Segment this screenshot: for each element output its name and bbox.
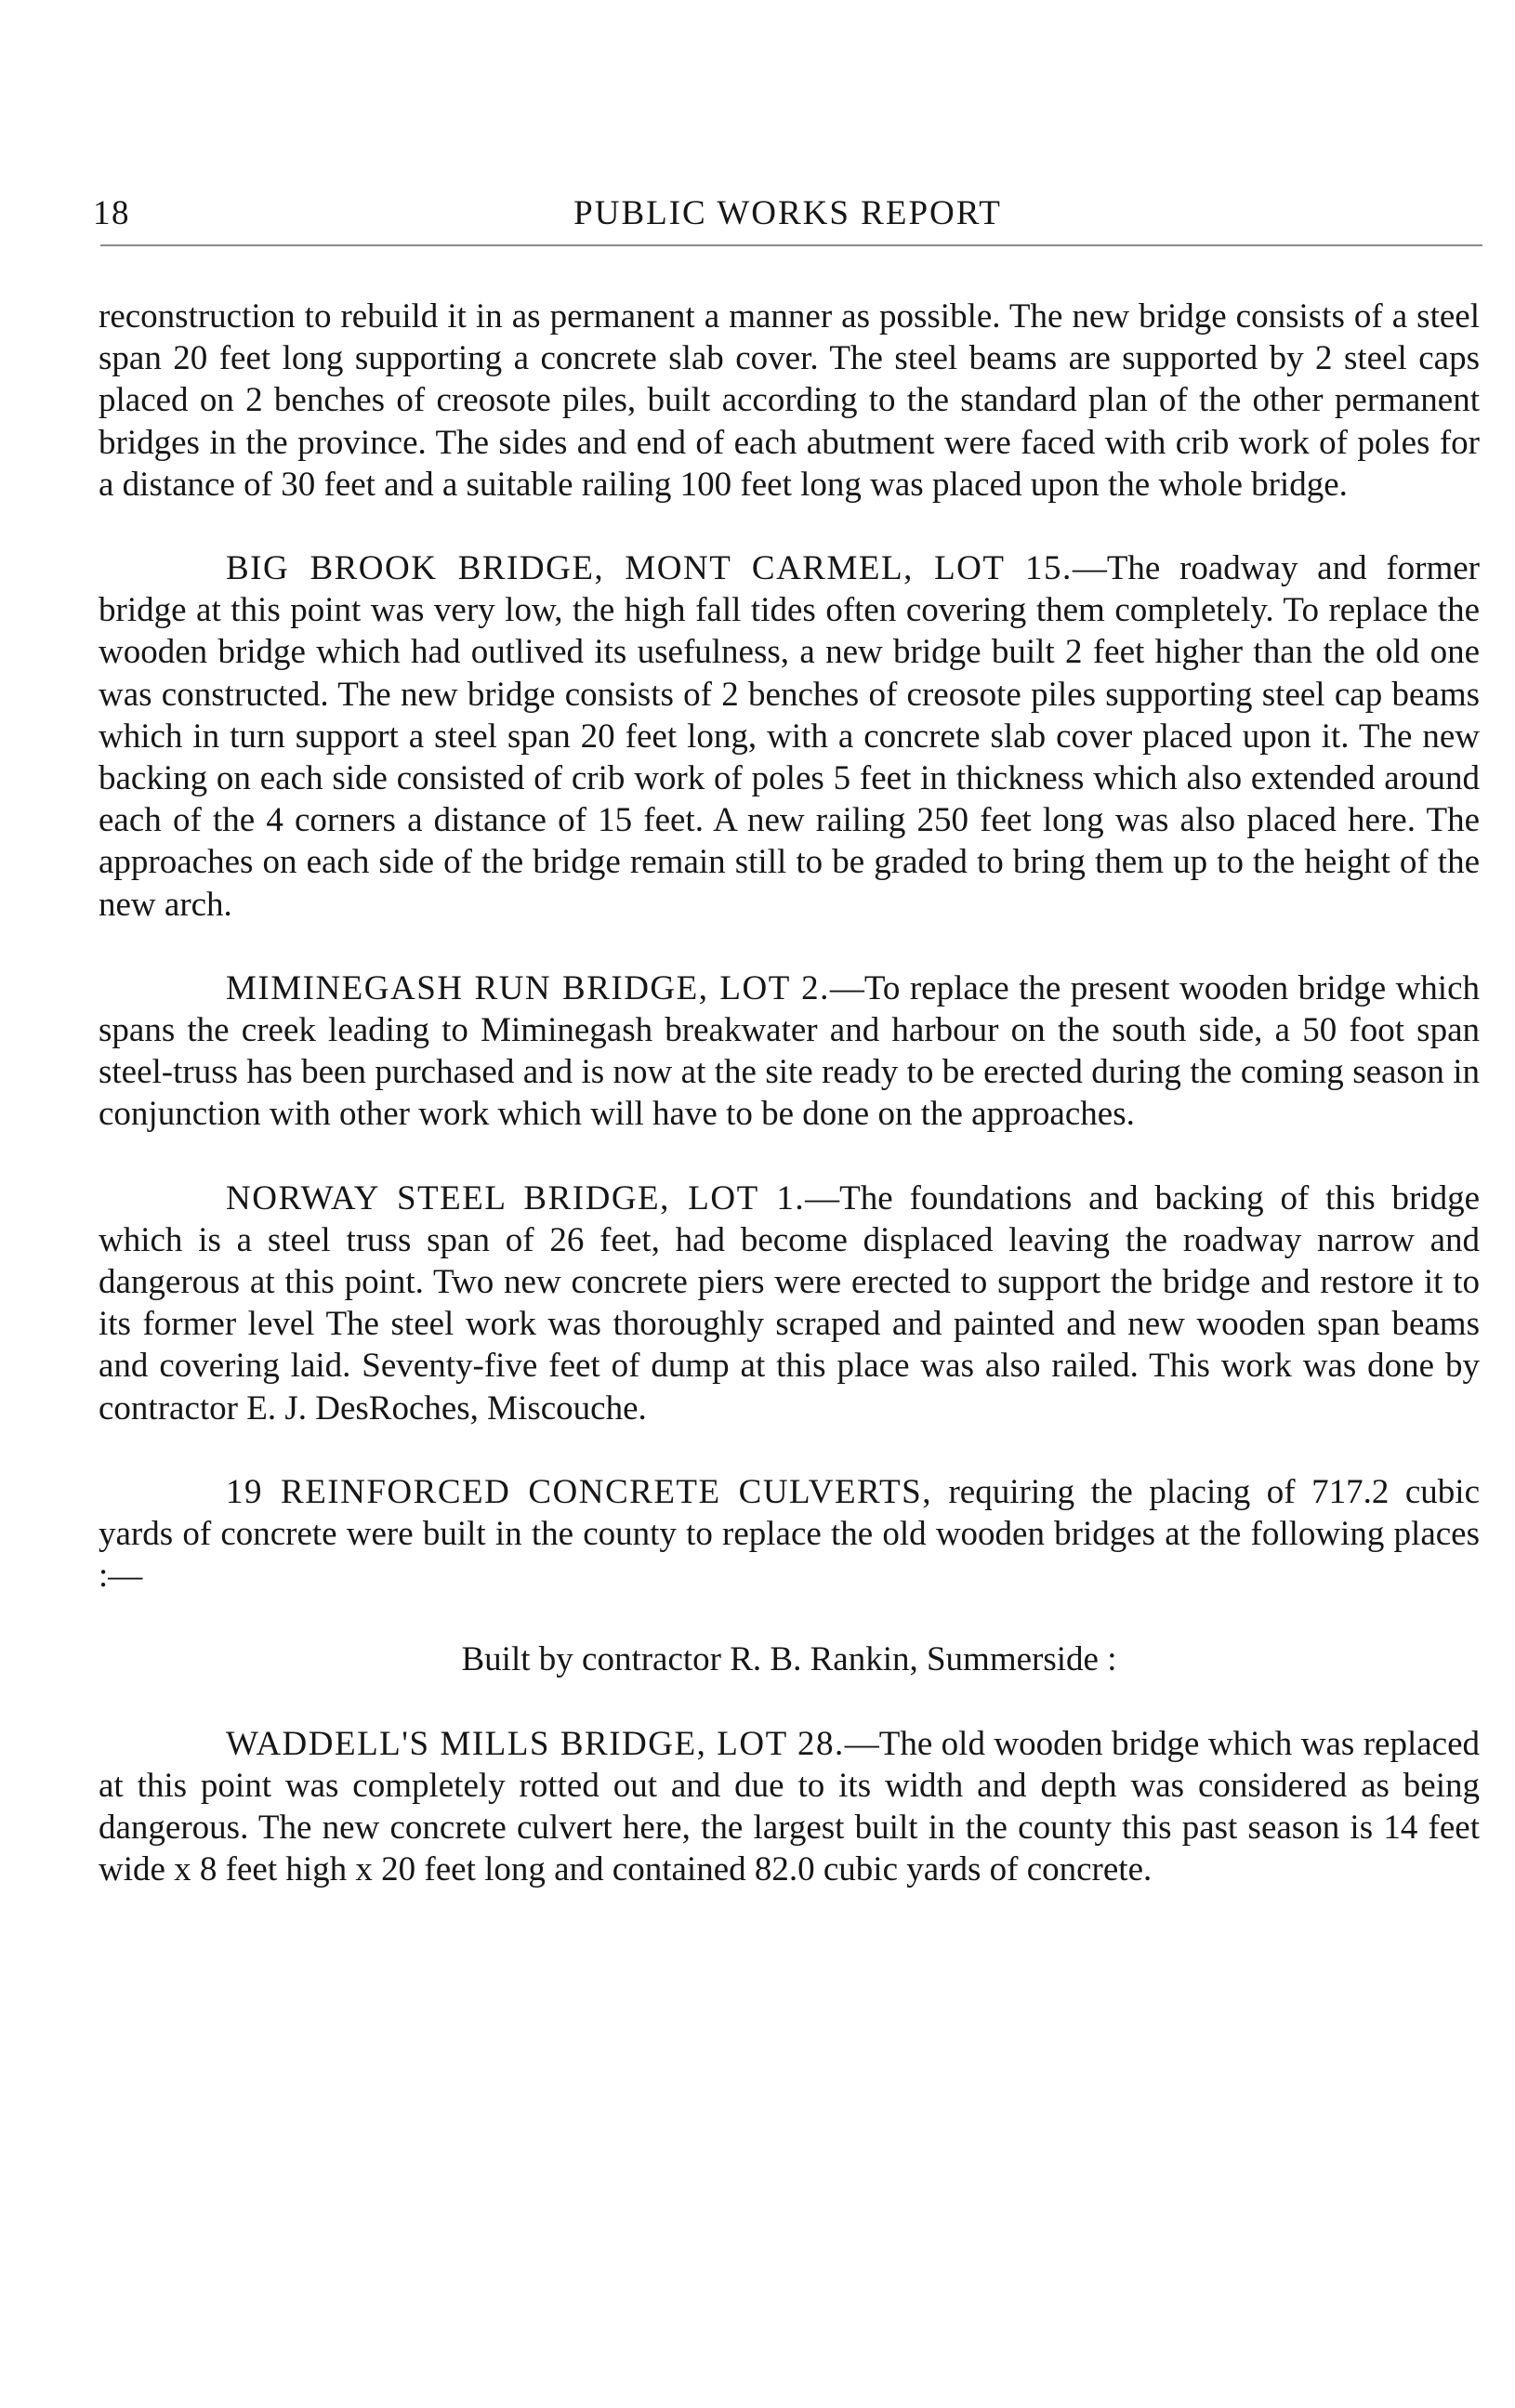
paragraph-heading: WADDELL'S MILLS BRIDGE, LOT 28. <box>226 1724 845 1763</box>
paragraph-gap <box>99 506 1480 547</box>
paragraph-gap <box>99 1681 1480 1723</box>
header-rule <box>100 244 1482 246</box>
paragraph-waddells-mills-bridge <box>99 1723 1480 1891</box>
paragraph-text: —The roadway and former bridge at this point was very low, the high fall tides often covering them completely. To replace the wooden bridge which had outlived its usefulness, a new bridge built 2 feet higher than the old one was constructed. The new bridge consists of 2 benches of creosote piles supporting steel cap beams which in turn support a steel span 20 feet long, with a concrete slab cover placed upon it. The new backing on each side consisted of crib work of poles 5 feet in thickness which also extended around each of the 4 corners a distance of 15 feet. A new railing 250 feet long was also placed here. The approaches on each side of the bridge remain still to be graded to bring them up to the height of the new arch. <box>99 549 1481 924</box>
paragraph-text: —To replace the present wooden bridge which spans the creek leading to Miminegash breakwater and harbour on the south side, a 50 foot span steel-truss has been purchased and is now at the site ready to be erected during the coming season in conjunction with other work which will have to be done on the approaches. <box>99 968 1480 1134</box>
running-title: PUBLIC WORKS REPORT <box>573 194 1002 232</box>
body-text <box>99 296 1480 1891</box>
paragraph-reinforced-concrete-culverts <box>99 1471 1480 1598</box>
paragraph-heading: NORWAY STEEL BRIDGE, LOT 1. <box>226 1178 806 1217</box>
paragraph-text: requiring the placing of 717.2 cubic yards of concrete were built in the county to replace the old wooden bridges at the following places :— <box>99 1472 1480 1596</box>
paragraph-heading: MIMINEGASH RUN BRIDGE, LOT 2. <box>226 968 830 1007</box>
paragraph-heading: BIG BROOK BRIDGE, MONT CARMEL, LOT 15. <box>226 549 1073 588</box>
paragraph-big-brook-bridge <box>99 547 1480 926</box>
paragraph-norway-steel-bridge <box>99 1178 1480 1429</box>
paragraph-gap <box>99 1136 1480 1178</box>
paragraph-gap <box>99 1429 1480 1471</box>
contractor-caption: Built by contractor R. B. Rankin, Summerside : <box>461 1640 1117 1679</box>
paragraph-reconstruction <box>99 296 1480 506</box>
paragraph-text: —The foundations and backing of this bridge which is a steel truss span of 26 feet, had become displaced leaving the roadway narrow and dangerous at this point. Two new concrete piers were erected to support the bridge and restore it to its former level The steel work was thoroughly scraped and painted and new wooden span beams and covering laid. Seventy-five feet of dump at this place was also railed. This work was done by contractor E. J. DesRoches, Miscouche. <box>99 1178 1481 1428</box>
paragraph-miminegash-run-bridge <box>99 967 1480 1136</box>
paragraph-text: reconstruction to rebuild it in as permanent a manner as possible. The new bridge consists of a steel span 20 feet long supporting a concrete slab cover. The steel beams are supported by 2 steel caps placed on 2 benches of creosote piles, built according to the standard plan of the other permanent bridges in the province. The sides and end of each abutment were faced with crib work of poles for a distance of 30 feet and a suitable railing 100 feet long was placed upon the whole bridge. <box>99 297 1480 504</box>
running-head <box>93 193 1482 245</box>
paragraph-text: —The old wooden bridge which was replaced at this point was completely rotted out and due to its width and depth was considered as being dangerous. The new concrete culvert here, the largest built in the county this past season is 14 feet wide x 8 feet high x 20 feet long and contained 82.0 cubic yards of concrete. <box>99 1724 1480 1889</box>
paragraph-heading: 19 REINFORCED CONCRETE CULVERTS, <box>226 1472 932 1511</box>
paragraph-gap <box>99 1597 1480 1638</box>
paragraph-gap <box>99 926 1480 967</box>
page-number: 18 <box>93 194 130 232</box>
